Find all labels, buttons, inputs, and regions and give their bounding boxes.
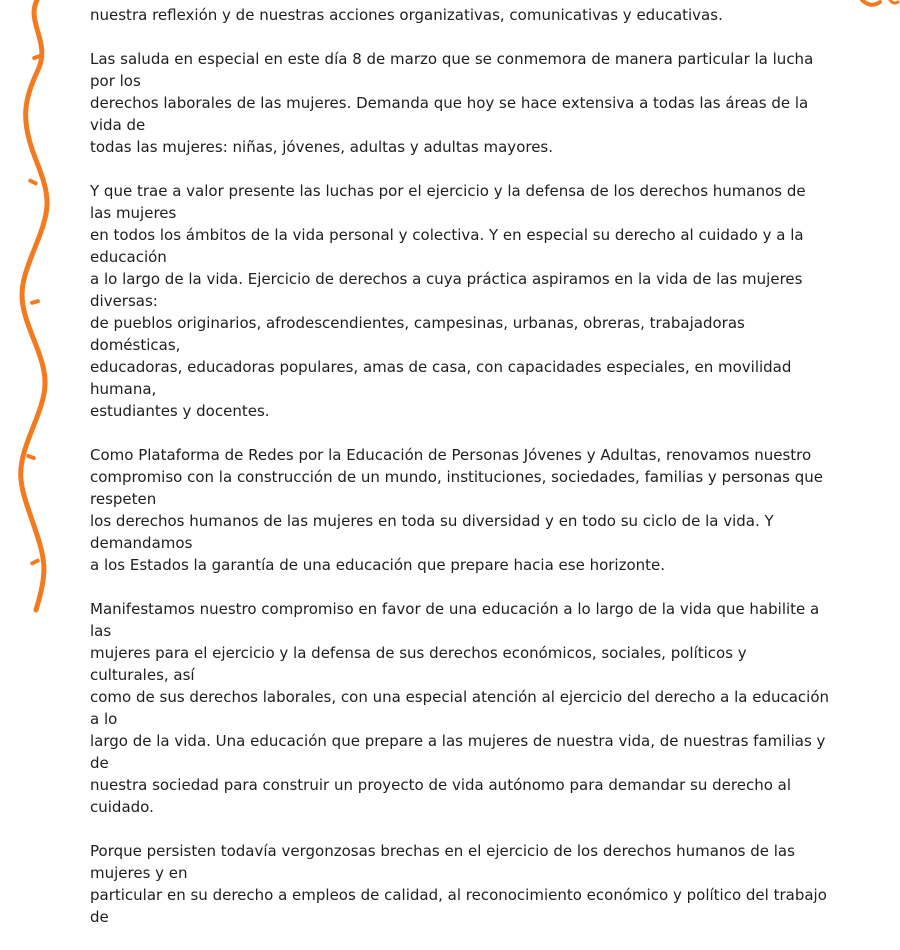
paragraph-lifelong-education: Manifestamos nuestro compromiso en favor de una educación a lo largo de la vida que habilite a las mujeres para el ejercicio y la defensa de sus derechos económicos, sociales, políticos y culturales, así como de sus derechos laborales, con una especial atención al ejercicio del derecho a la educación a lo largo de la vida. Una educación que prepare a las mujeres de nuestra vida, de nuestras familias y de nuestra sociedad para construir un proyecto de vida autónomo para demandar su derecho al cuidado. [90,600,830,816]
paragraph-persistent-gaps: Porque persisten todavía vergonzosas brechas en el ejercicio de los derechos humanos de las mujeres y en particular en su derecho a empleos de calidad, al reconocimiento económico y político del trabajo de [90,842,827,926]
paragraph-network-commitment: Como Plataforma de Redes por la Educación de Personas Jóvenes y Adultas, renovamos nuestro compromiso con la construcción de un mundo, instituciones, sociedades, familias y personas que respeten los derechos humanos de las mujeres en toda su diversidad y en todo su ciclo de la vida. Y demandamos a los Estados la garantía de una educación que prepare hacia ese horizonte. [90,446,824,574]
orange-wavy-border [0,0,60,600]
paragraph-8-march-greeting: Las saluda en especial en este día 8 de marzo que se conmemora de manera particular la lucha por los derechos laborales de las mujeres. Demanda que hoy se hace extensiva a todas las áreas de la vida de todas las mujeres: niñas, jóvenes, adultas y adultas mayores. [90,50,814,156]
paragraph-womens-rights-struggles: Y que trae a valor presente las luchas por el ejercicio y la defensa de los derechos humanos de las mujeres en todos los ámbitos de la vida personal y colectiva. Y en especial su derecho al cuidado y a la educación a lo largo de la vida. Ejercicio de derechos a cuya práctica aspiramos en la vida de las mujeres diversas: de pueblos originarios, afrodescendientes, campesinas, urbanas, obreras, trabajadoras domésticas, educadoras, educadoras populares, amas de casa, con capacidades especiales, en movilidad humana, estudiantes y docentes. [90,182,806,420]
document-body [90,0,830,950]
paragraph-intro-fragment: nuestra reflexión y de nuestras acciones organizativas, comunicativas y educativas. [90,6,723,24]
orange-brush-mark [840,0,900,20]
